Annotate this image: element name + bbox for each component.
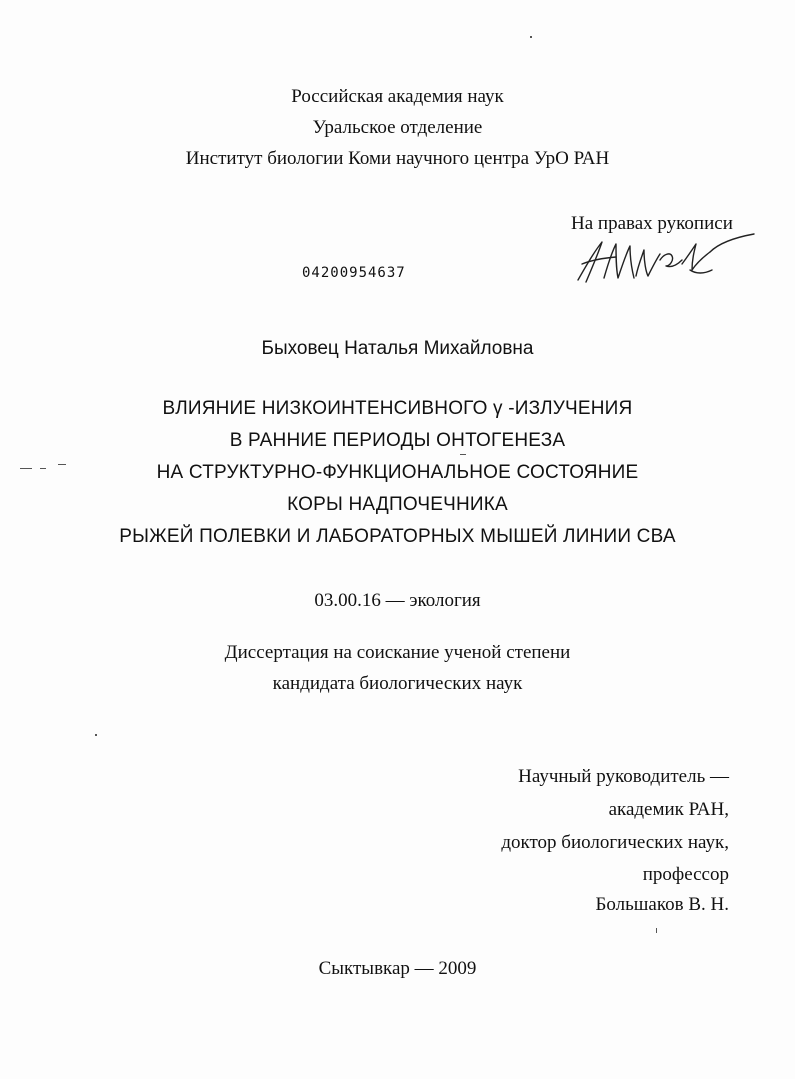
scan-artifact [95,734,97,736]
scan-artifact [20,468,32,469]
title-line: В РАННИЕ ПЕРИОДЫ ОНТОГЕНЕЗА [229,430,566,451]
scan-artifact [460,454,466,455]
author-name: Быховец Наталья Михайловна [261,338,534,359]
degree-line: Диссертация на соискание ученой степени [224,642,571,663]
academy-name: Российская академия наук [291,86,504,107]
supervisor-line: доктор биологических наук, [501,832,729,853]
institute-name: Институт биологии Коми научного центра УрО РАН [185,148,610,169]
scan-artifact [58,464,66,465]
supervisor-name: Большаков В. Н. [595,894,729,915]
supervisor-line: Научный руководитель — [518,766,729,787]
scan-artifact [656,928,657,933]
document-number: 04200954637 [302,265,406,281]
title-line: НА СТРУКТУРНО-ФУНКЦИОНАЛЬНОЕ СОСТОЯНИЕ [156,462,639,483]
title-line: РЫЖЕЙ ПОЛЕВКИ И ЛАБОРАТОРНЫХ МЫШЕЙ ЛИНИИ СВА [119,526,676,547]
scan-artifact [40,468,46,469]
scan-artifact [530,36,532,38]
title-line: КОРЫ НАДПОЧЕЧНИКА [287,494,508,515]
branch-name: Уральское отделение [312,117,483,138]
place-year: Сыктывкар — 2009 [318,958,477,979]
specialty-code: 03.00.16 — экология [314,590,481,611]
manuscript-note: На правах рукописи [571,213,733,234]
degree-line: кандидата биологических наук [272,673,523,694]
title-line: ВЛИЯНИЕ НИЗКОИНТЕНСИВНОГО γ -ИЗЛУЧЕНИЯ [162,398,633,419]
supervisor-line: академик РАН, [608,799,729,820]
signature-image [572,230,757,288]
supervisor-line: профессор [642,864,729,885]
